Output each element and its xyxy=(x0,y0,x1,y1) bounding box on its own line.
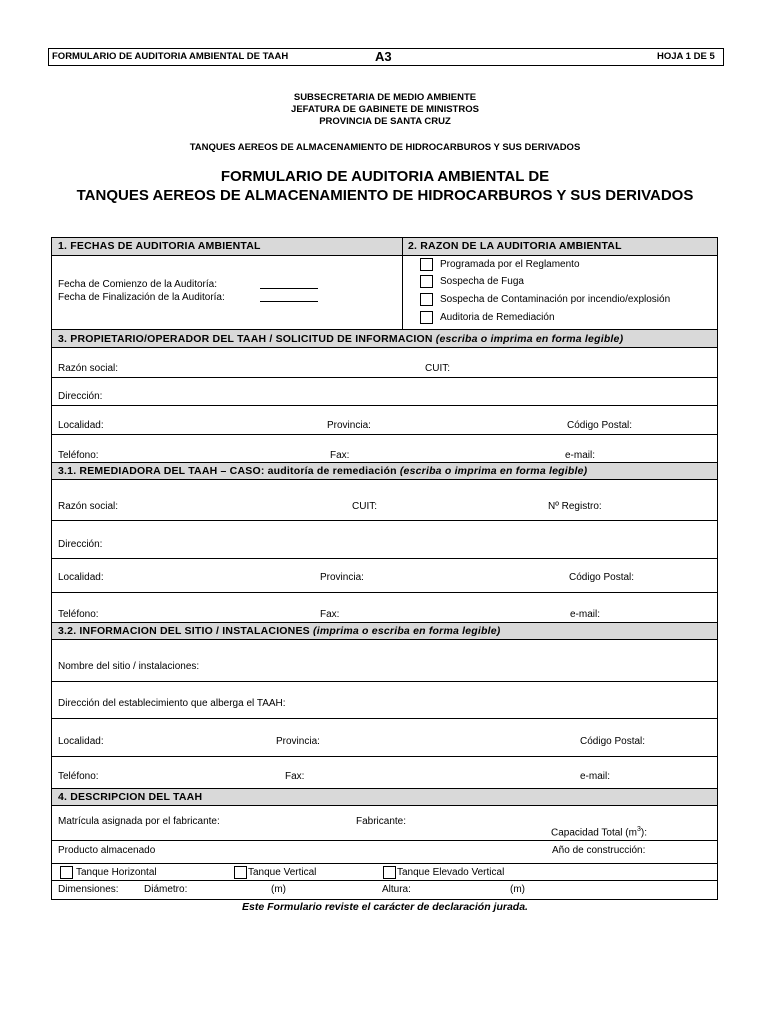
owner-telefono-label[interactable]: Teléfono: xyxy=(58,450,99,461)
reason-contamination-label: Sospecha de Contaminación por incendio/explosión xyxy=(440,294,671,305)
tank-horizontal-label: Tanque Horizontal xyxy=(76,867,157,878)
line xyxy=(51,347,718,348)
owner-cuit-label[interactable]: CUIT: xyxy=(425,363,450,374)
reason-remediation-checkbox[interactable] xyxy=(420,311,433,324)
line xyxy=(51,592,718,593)
site-localidad-label[interactable]: Localidad: xyxy=(58,736,104,747)
line xyxy=(51,329,718,330)
line xyxy=(51,880,718,881)
capacidad-end: ): xyxy=(640,827,647,839)
section-3-2-title: 3.2. INFORMACION DEL SITIO / INSTALACIONES xyxy=(58,625,310,637)
section-3-1-title: 3.1. REMEDIADORA DEL TAAH – CASO: auditoría de remediación xyxy=(58,465,397,477)
reason-scheduled-checkbox[interactable] xyxy=(420,258,433,271)
title-line-1: FORMULARIO DE AUDITORIA AMBIENTAL DE xyxy=(220,168,550,185)
site-cp-label[interactable]: Código Postal: xyxy=(580,736,646,747)
owner-cp-label[interactable]: Código Postal: xyxy=(567,420,633,431)
tank-elevated-label: Tanque Elevado Vertical xyxy=(397,867,505,878)
capacidad-exponent: 3 xyxy=(636,826,641,833)
start-date-field[interactable] xyxy=(260,288,318,289)
agency-line-2: JEFATURA DE GABINETE DE MINISTROS xyxy=(291,104,479,115)
remed-fax-label[interactable]: Fax: xyxy=(320,609,340,620)
section-3-1-heading xyxy=(58,465,587,477)
tank-elevated-checkbox[interactable] xyxy=(383,866,396,879)
line xyxy=(51,462,718,463)
line xyxy=(51,681,718,682)
owner-provincia-label[interactable]: Provincia: xyxy=(327,420,371,431)
remed-cuit-label[interactable]: CUIT: xyxy=(352,501,377,512)
tank-vertical-label: Tanque Vertical xyxy=(248,867,317,878)
site-nombre-label[interactable]: Nombre del sitio / instalaciones: xyxy=(58,661,200,672)
agency-subject: TANQUES AEREOS DE ALMACENAMIENTO DE HIDROCARBUROS Y SUS DERIVADOS xyxy=(189,142,581,153)
capacidad-text: Capacidad Total (m xyxy=(551,827,637,839)
agency-line-1: SUBSECRETARIA DE MEDIO AMBIENTE xyxy=(293,92,477,103)
divider-s1-s2 xyxy=(402,237,403,330)
site-provincia-label[interactable]: Provincia: xyxy=(276,736,320,747)
title-line-2: TANQUES AEREOS DE ALMACENAMIENTO DE HIDROCARBUROS Y SUS DERIVADOS xyxy=(76,187,694,204)
page-number: HOJA 1 DE 5 xyxy=(657,51,715,62)
line xyxy=(51,863,718,864)
line xyxy=(51,788,718,789)
section-3-note: (escriba o imprima en forma legible) xyxy=(435,333,624,345)
line xyxy=(51,718,718,719)
reason-leak-checkbox[interactable] xyxy=(420,275,433,288)
end-date-label: Fecha de Finalización de la Auditoría: xyxy=(58,292,225,303)
line xyxy=(51,805,718,806)
site-fax-label[interactable]: Fax: xyxy=(285,771,305,782)
remed-email-label[interactable]: e-mail: xyxy=(570,609,601,620)
reason-remediation-label: Auditoria de Remediación xyxy=(440,312,555,323)
section-2-heading: 2. RAZON DE LA AUDITORIA AMBIENTAL xyxy=(408,240,622,252)
owner-localidad-label[interactable]: Localidad: xyxy=(58,420,104,431)
capacidad-label[interactable] xyxy=(551,824,647,839)
line xyxy=(51,255,718,256)
remed-razon-label[interactable]: Razón social: xyxy=(58,501,119,512)
line xyxy=(51,756,718,757)
anio-label[interactable]: Año de construcción: xyxy=(552,845,646,856)
diametro-label[interactable]: Diámetro: xyxy=(144,884,188,895)
form-code: A3 xyxy=(375,49,392,64)
section-4-heading: 4. DESCRIPCION DEL TAAH xyxy=(58,791,203,803)
line xyxy=(51,479,718,480)
form-name: FORMULARIO DE AUDITORIA AMBIENTAL DE TAAH xyxy=(52,51,289,62)
remed-provincia-label[interactable]: Provincia: xyxy=(320,572,364,583)
line xyxy=(51,520,718,521)
altura-unit: (m) xyxy=(510,884,525,895)
altura-label[interactable]: Altura: xyxy=(382,884,411,895)
section-3-1-note: (escriba o imprima en forma legible) xyxy=(399,465,588,477)
remed-registro-label[interactable]: Nº Registro: xyxy=(548,501,602,512)
fabricante-label[interactable]: Fabricante: xyxy=(356,816,407,827)
remed-telefono-label[interactable]: Teléfono: xyxy=(58,609,99,620)
owner-razon-label[interactable]: Razón social: xyxy=(58,363,119,374)
line xyxy=(51,405,718,406)
owner-email-label[interactable]: e-mail: xyxy=(565,450,596,461)
site-telefono-label[interactable]: Teléfono: xyxy=(58,771,99,782)
agency-line-3: PROVINCIA DE SANTA CRUZ xyxy=(319,116,451,127)
line xyxy=(51,840,718,841)
section-3-2-heading xyxy=(58,625,501,637)
line xyxy=(51,558,718,559)
section-3-2-note: (imprima o escriba en forma legible) xyxy=(313,625,501,637)
site-email-label[interactable]: e-mail: xyxy=(580,771,611,782)
start-date-label: Fecha de Comienzo de la Auditoría: xyxy=(58,279,217,290)
reason-leak-label: Sospecha de Fuga xyxy=(440,276,524,287)
owner-direccion-label[interactable]: Dirección: xyxy=(58,391,103,402)
producto-label[interactable]: Producto almacenado xyxy=(58,845,156,856)
remed-localidad-label[interactable]: Localidad: xyxy=(58,572,104,583)
footer-declaration: Este Formulario reviste el carácter de declaración jurada. xyxy=(242,901,528,913)
remed-cp-label[interactable]: Código Postal: xyxy=(569,572,635,583)
tank-horizontal-checkbox[interactable] xyxy=(60,866,73,879)
owner-fax-label[interactable]: Fax: xyxy=(330,450,350,461)
section-1-heading: 1. FECHAS DE AUDITORIA AMBIENTAL xyxy=(58,240,261,252)
reason-scheduled-label: Programada por el Reglamento xyxy=(440,259,580,270)
remed-direccion-label[interactable]: Dirección: xyxy=(58,539,103,550)
line xyxy=(51,434,718,435)
dimensiones-label: Dimensiones: xyxy=(58,884,119,895)
line xyxy=(51,622,718,623)
diametro-unit: (m) xyxy=(271,884,286,895)
section-3-title: 3. PROPIETARIO/OPERADOR DEL TAAH / SOLICITUD DE INFORMACION xyxy=(58,333,433,345)
line xyxy=(51,639,718,640)
site-direccion-label[interactable]: Dirección del establecimiento que alberga el TAAH: xyxy=(58,698,286,709)
end-date-field[interactable] xyxy=(260,301,318,302)
matricula-label[interactable]: Matrícula asignada por el fabricante: xyxy=(58,816,220,827)
reason-contamination-checkbox[interactable] xyxy=(420,293,433,306)
section-3-heading xyxy=(58,333,623,345)
tank-vertical-checkbox[interactable] xyxy=(234,866,247,879)
line xyxy=(51,377,718,378)
